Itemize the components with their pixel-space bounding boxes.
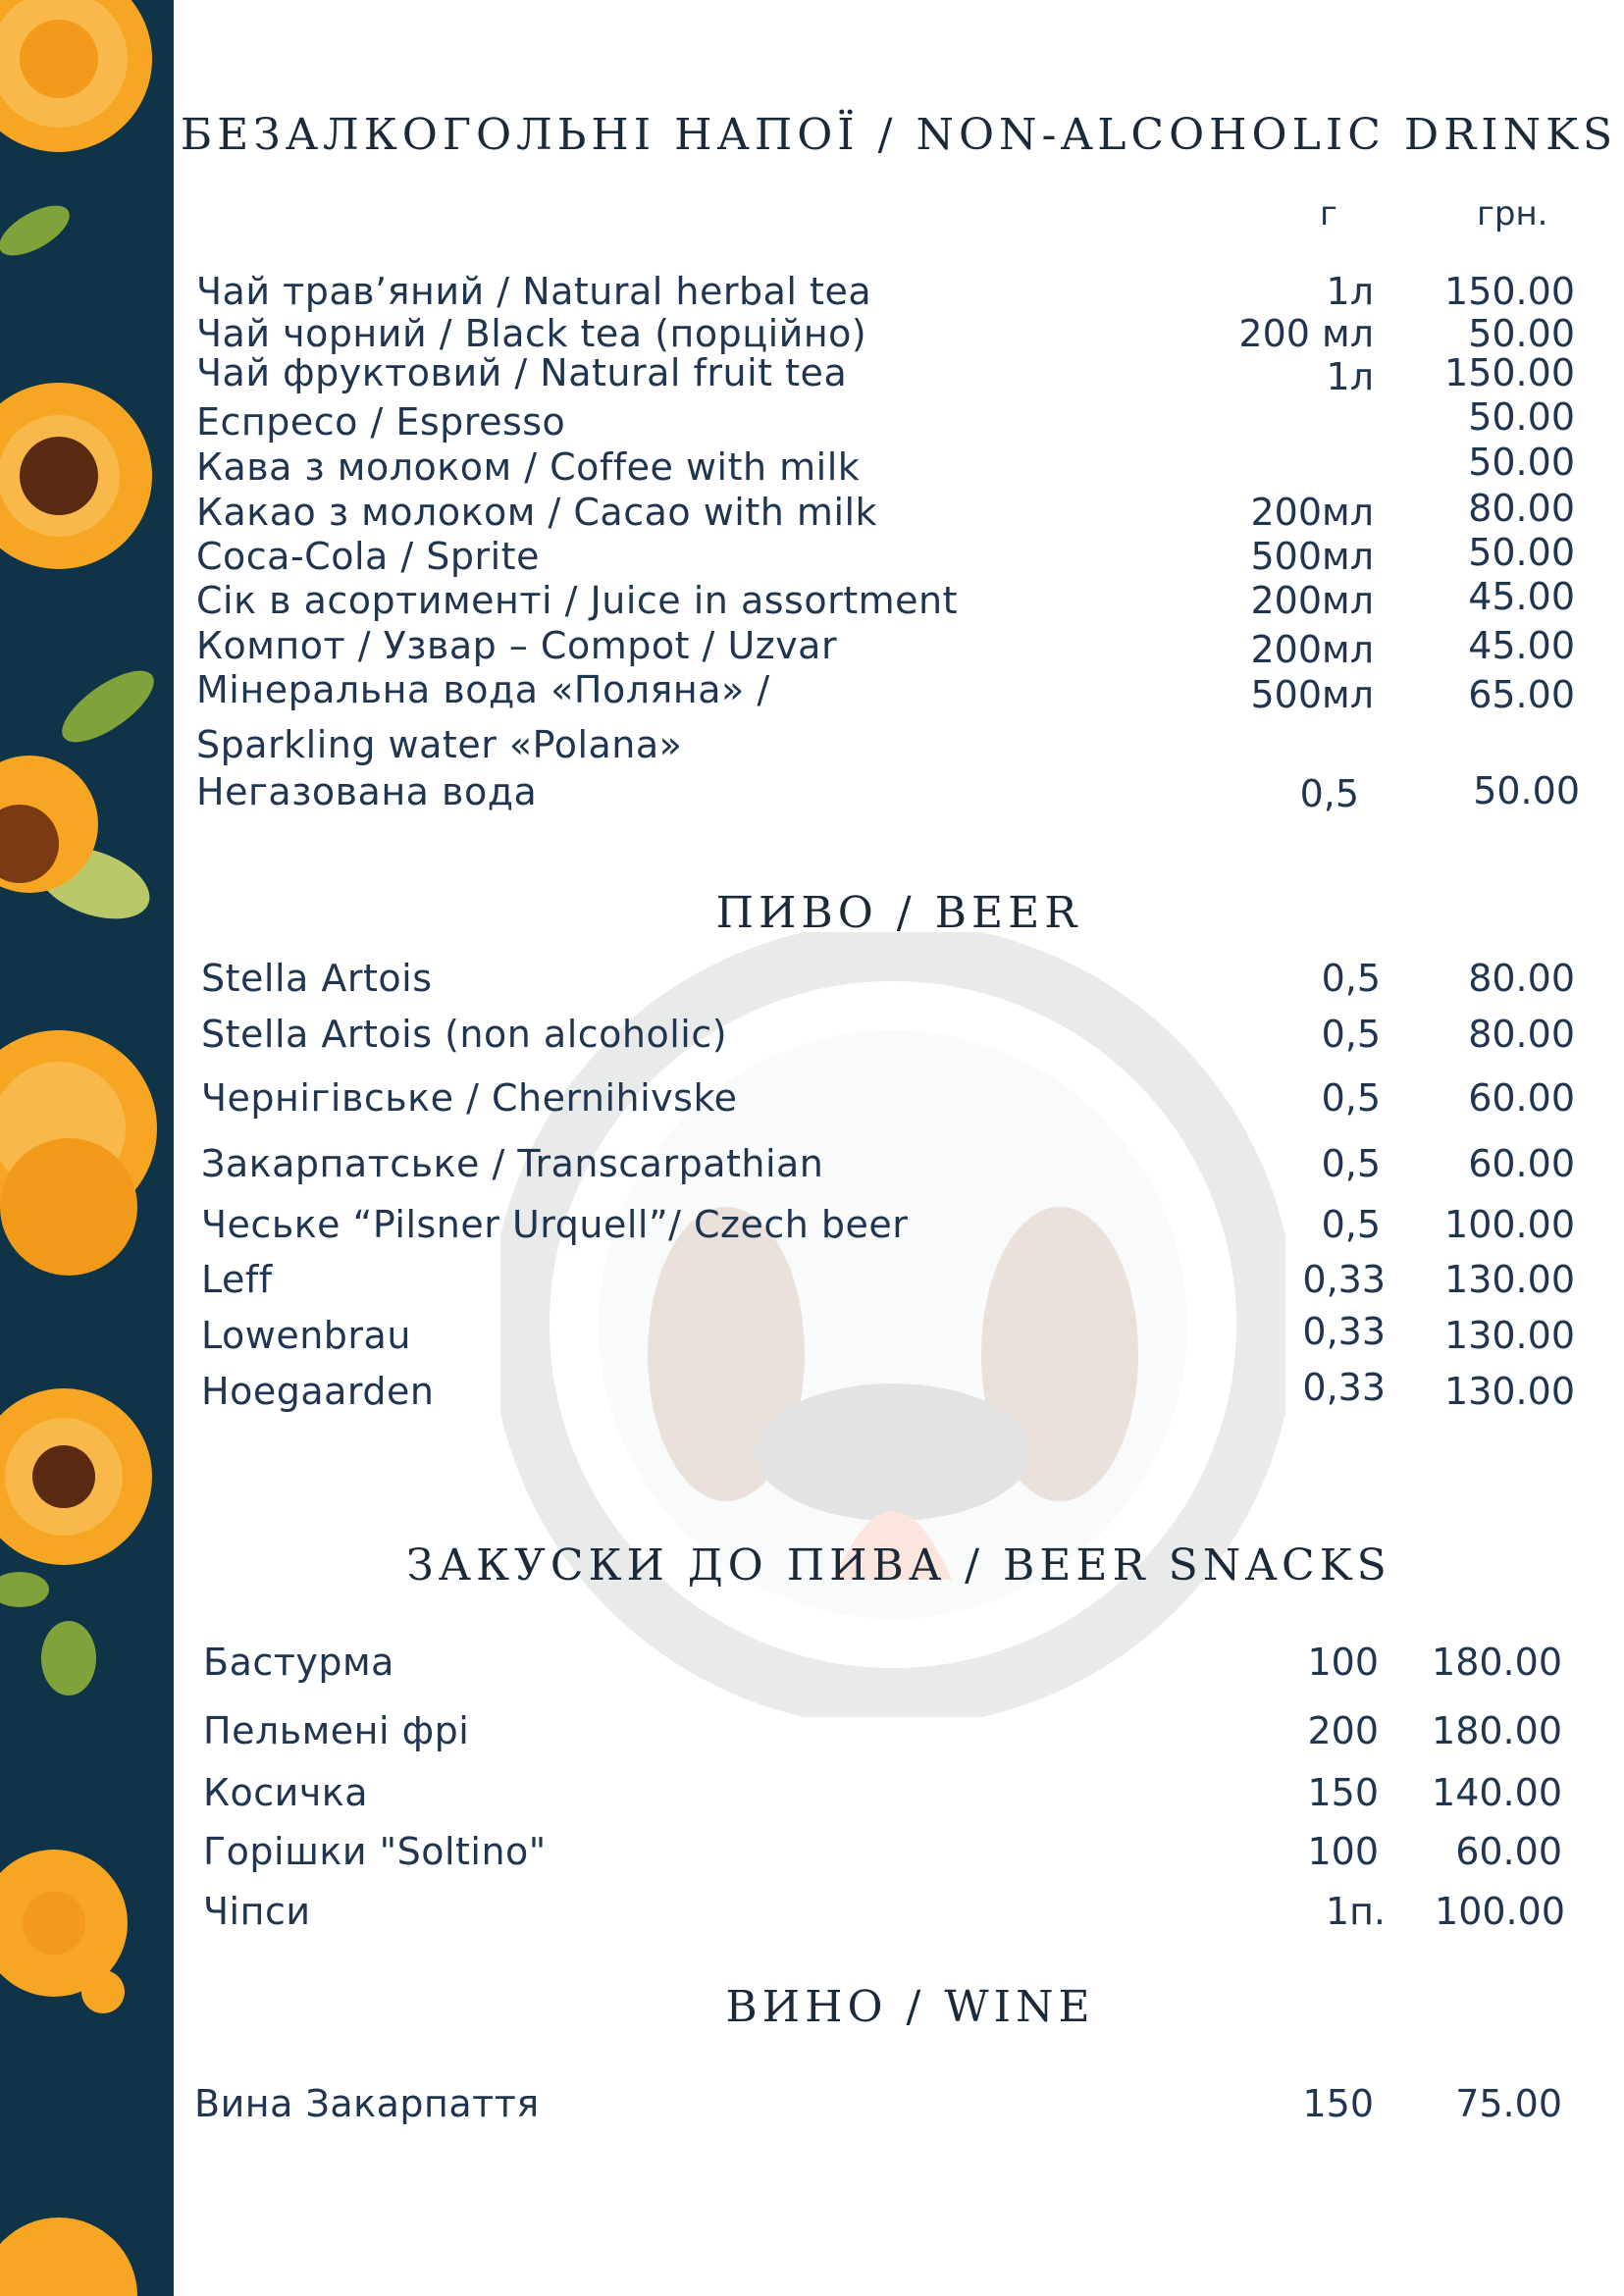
- item-price: 100.00: [1435, 1890, 1565, 1933]
- sunflower-icon: [0, 1030, 157, 1276]
- item-name: Чай фруктовий / Natural fruit tea: [196, 351, 848, 394]
- item-name: Чернігівське / Chernihivske: [201, 1076, 738, 1120]
- item-price: 65.00: [1468, 673, 1575, 716]
- section-title-beer: ПИВО / BEER: [715, 888, 1082, 938]
- item-price: 180.00: [1432, 1641, 1562, 1684]
- sunflower-icon: [0, 1850, 128, 2013]
- item-name: Закарпатське / Transcarpathian: [201, 1142, 824, 1185]
- item-name: Stella Artois: [201, 957, 433, 1000]
- item-name: Stella Artois (non alcoholic): [201, 1013, 728, 1056]
- item-qty: 0,5: [1321, 957, 1381, 1000]
- item-name: Компот / Узвар – Compot / Uzvar: [196, 624, 838, 667]
- item-name: Leff: [201, 1258, 273, 1301]
- item-qty: 150: [1307, 1771, 1379, 1814]
- item-price: 130.00: [1444, 1370, 1575, 1413]
- item-qty: 200мл: [1250, 491, 1374, 534]
- item-name: Сік в асортименті / Juice in assortment: [196, 579, 958, 622]
- item-qty: 1л: [1326, 355, 1374, 398]
- item-qty: 0,5: [1321, 1013, 1381, 1056]
- item-qty: 500мл: [1250, 673, 1374, 716]
- item-qty: 150: [1302, 2082, 1374, 2125]
- item-name: Чеське “Pilsner Urquell”/ Czech beer: [201, 1203, 909, 1246]
- item-price: 140.00: [1432, 1771, 1562, 1814]
- section-title-wine: ВИНО / WINE: [725, 1982, 1095, 2032]
- cauldron-icon: [756, 1383, 1030, 1521]
- item-price: 130.00: [1444, 1258, 1575, 1301]
- item-price: 75.00: [1455, 2082, 1562, 2125]
- item-price: 50.00: [1468, 531, 1575, 574]
- leaf-icon: [0, 195, 78, 265]
- item-name: Пельмені фрі: [203, 1709, 470, 1752]
- item-qty: 100: [1307, 1641, 1379, 1684]
- item-price: 150.00: [1444, 270, 1575, 313]
- section-title-drinks: БЕЗАЛКОГОЛЬНІ НАПОЇ / NON-ALCOHOLIC DRINKS: [180, 110, 1618, 160]
- item-name: Косичка: [203, 1771, 369, 1814]
- item-name: Sparkling water «Polana»: [196, 723, 683, 766]
- item-price: 50.00: [1468, 312, 1575, 355]
- item-price: 80.00: [1468, 487, 1575, 530]
- item-name: Кава з молоком / Coffee with milk: [196, 445, 861, 489]
- item-name: Бастурма: [203, 1641, 394, 1684]
- item-name: Негазована вода: [196, 770, 538, 813]
- item-qty: 200мл: [1250, 628, 1374, 671]
- item-price: 80.00: [1468, 957, 1575, 1000]
- item-qty: 200мл: [1250, 579, 1374, 622]
- item-price: 150.00: [1444, 351, 1575, 394]
- item-price: 50.00: [1468, 395, 1575, 439]
- item-qty: 100: [1307, 1830, 1379, 1873]
- item-name: Чай трав’яний / Natural herbal tea: [196, 270, 872, 313]
- item-name: Чіпси: [203, 1890, 311, 1933]
- item-qty: 200: [1307, 1709, 1379, 1752]
- item-price: 80.00: [1468, 1013, 1575, 1056]
- item-qty: 0,33: [1302, 1310, 1386, 1353]
- item-price: 180.00: [1432, 1709, 1562, 1752]
- item-price: 60.00: [1468, 1076, 1575, 1120]
- sunflower-icon: [0, 383, 152, 569]
- floral-pattern: [0, 0, 174, 2296]
- item-qty: 500мл: [1250, 535, 1374, 578]
- sunflower-icon: [0, 2218, 137, 2296]
- item-price: 60.00: [1468, 1142, 1575, 1185]
- item-price: 45.00: [1468, 575, 1575, 618]
- item-qty: 0,5: [1299, 772, 1359, 815]
- leaf-icon: [0, 1572, 96, 1696]
- item-name: Чай чорний / Black tea (порційно): [196, 312, 867, 355]
- item-qty: 200 мл: [1238, 312, 1374, 355]
- sunflower-icon: [0, 0, 152, 152]
- item-price: 50.00: [1468, 441, 1575, 484]
- item-qty: 0,33: [1302, 1366, 1386, 1409]
- item-price: 50.00: [1473, 769, 1580, 812]
- item-name: Coca-Cola / Sprite: [196, 535, 540, 578]
- item-name: Мінеральна вода «Поляна» /: [196, 668, 770, 711]
- item-qty: 0,5: [1321, 1203, 1381, 1246]
- section-title-snacks: ЗАКУСКИ ДО ПИВА / BEER SNACKS: [406, 1540, 1391, 1591]
- item-qty: 0,33: [1302, 1258, 1386, 1301]
- item-qty: 1л: [1326, 270, 1374, 313]
- item-name: Lowenbrau: [201, 1314, 411, 1357]
- item-name: Hoegaarden: [201, 1370, 435, 1413]
- price-column-header: грн.: [1477, 194, 1548, 234]
- item-price: 100.00: [1444, 1203, 1575, 1246]
- qty-column-header: г: [1320, 194, 1337, 234]
- item-name: Еспресо / Espresso: [196, 400, 566, 444]
- item-name: Вина Закарпаття: [194, 2082, 540, 2125]
- sunflower-icon: [0, 1388, 152, 1565]
- item-qty: 0,5: [1321, 1076, 1381, 1120]
- item-qty: 1п.: [1325, 1890, 1386, 1933]
- item-price: 45.00: [1468, 624, 1575, 667]
- item-price: 130.00: [1444, 1314, 1575, 1357]
- item-qty: 0,5: [1321, 1142, 1381, 1185]
- item-name: Горішки "Soltino": [203, 1830, 547, 1873]
- item-name: Какао з молоком / Cacao with milk: [196, 491, 878, 534]
- floral-sidebar: [0, 0, 174, 2296]
- item-price: 60.00: [1455, 1830, 1562, 1873]
